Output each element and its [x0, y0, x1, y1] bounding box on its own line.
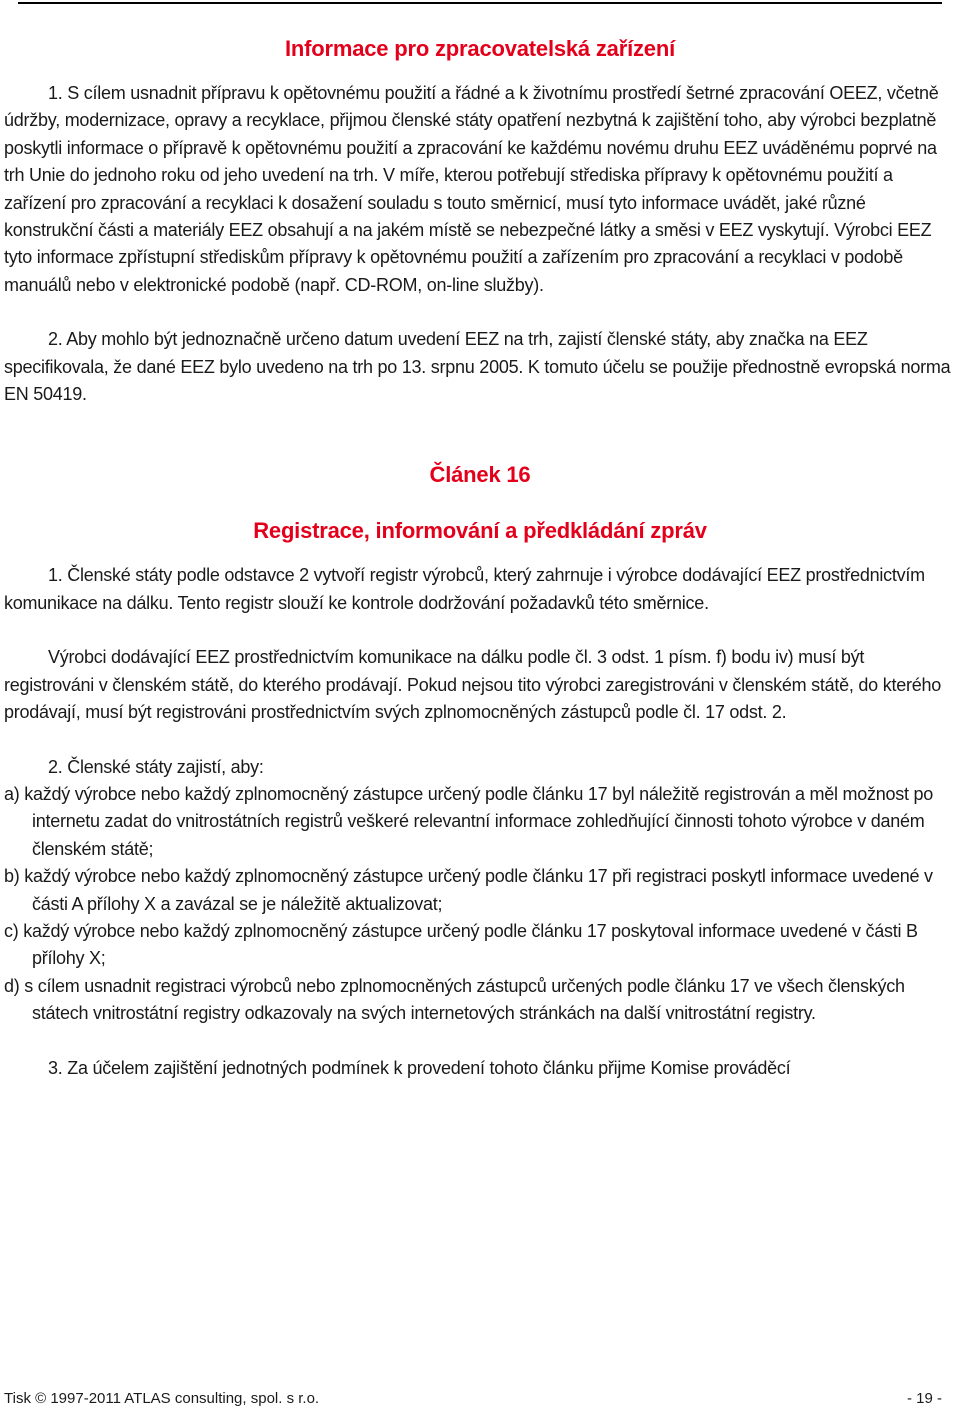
article-paragraph-1b: Výrobci dodávající EEZ prostřednictvím komunikace na dálku podle čl. 3 odst. 1 písm. f) bodu iv) musí být registrováni v členském státě, do kterého prodávají. Pokud nejsou tito výrobci zaregistrováni v členském státě, do kterého prodávají, musí být registrováni prostřednictvím svých zplnomocněných zástupců podle čl. 17 odst. 2. [4, 647, 941, 723]
article-title: Registrace, informování a předkládání zpráv [253, 518, 707, 544]
paragraph-2: 2. Aby mohlo být jednoznačně určeno datum uvedení EEZ na trh, zajistí členské státy, aby značka na EEZ specifikovala, že dané EEZ bylo uvedeno na trh po 13. srpnu 2005. K tomuto účelu se použije přednostně evropská norma EN 50419. [4, 329, 951, 405]
article-paragraph-2-intro: 2. Členské státy zajistí, aby: [48, 756, 264, 777]
article-paragraph-1: 1. Členské státy podle odstavce 2 vytvoří registr výrobců, který zahrnuje i výrobce dodávající EEZ prostřednictvím komunikace na dálku. Tento registr slouží ke kontrole dodržování požadavků této směrnice. [4, 565, 925, 613]
article-number: Článek 16 [429, 462, 531, 488]
page-number: - 19 - [906, 1390, 942, 1407]
paragraph-1: 1. S cílem usnadnit přípravu k opětovnému použití a řádné a k životnímu prostředí šetrné zpracování OEEZ, včetně údržby, modernizace, opravy a recyklace, přijmou členské státy opatření nezbytná k zajištění toho, aby výrobci bezplatně poskytli informace o přípravě k opětovnému použití a zpracování ke každému novému druhu EEZ uváděnému poprvé na trh Unie do jednoho roku od jeho uvedení na trh. V míře, kterou potřebují střediska přípravy k opětovnému použití a zařízení pro zpracování a recyklaci k dosažení souladu s touto směrnicí, musí tyto informace uvádět, jaké různé konstrukční části a materiály EEZ obsahují a na jakém místě se nebezpečné látky a směsi v EEZ vyskytují. Výrobci EEZ tyto informace zpřístupní střediskům přípravy k opětovnému použití a zařízením pro zpracování a recyklaci v podobě manuálů nebo v elektronické podobě (např. CD-ROM, on-line služby). [4, 83, 939, 295]
footer-copyright: Tisk © 1997-2011 ATLAS consulting, spol. s r.o. [4, 1390, 320, 1407]
list-item-a: a) každý výrobce nebo každý zplnomocněný zástupce určený podle článku 17 byl náležitě registrován a měl možnost po internetu zadat do vnitrostátních registrů veškeré relevantní informace zohledňující činnosti tohoto výrobce v daném členském státě; [4, 783, 934, 859]
list-item-b: b) každý výrobce nebo každý zplnomocněný zástupce určený podle článku 17 při registraci poskytl informace uvedené v části A přílohy X a zavázal se je náležitě aktualizovat; [4, 866, 933, 914]
article-paragraph-3: 3. Za účelem zajištění jednotných podmínek k provedení tohoto článku přijme Komise prováděcí [48, 1057, 791, 1078]
list-item-c: c) každý výrobce nebo každý zplnomocněný zástupce určený podle článku 17 poskytoval informace uvedené v části B přílohy X; [4, 920, 918, 969]
document-page [4, 36, 956, 1082]
page-footer [4, 1390, 942, 1407]
list-item-d: d) s cílem usnadnit registraci výrobců nebo zplnomocněných zástupců určených podle článku 17 ve všech členských státech vnitrostátní registry odkazovaly na svých internetových stránkách na další vnitrostátní registry. [4, 975, 905, 1024]
page-title: Informace pro zpracovatelská zařízení [285, 36, 675, 61]
top-rule [18, 2, 942, 4]
